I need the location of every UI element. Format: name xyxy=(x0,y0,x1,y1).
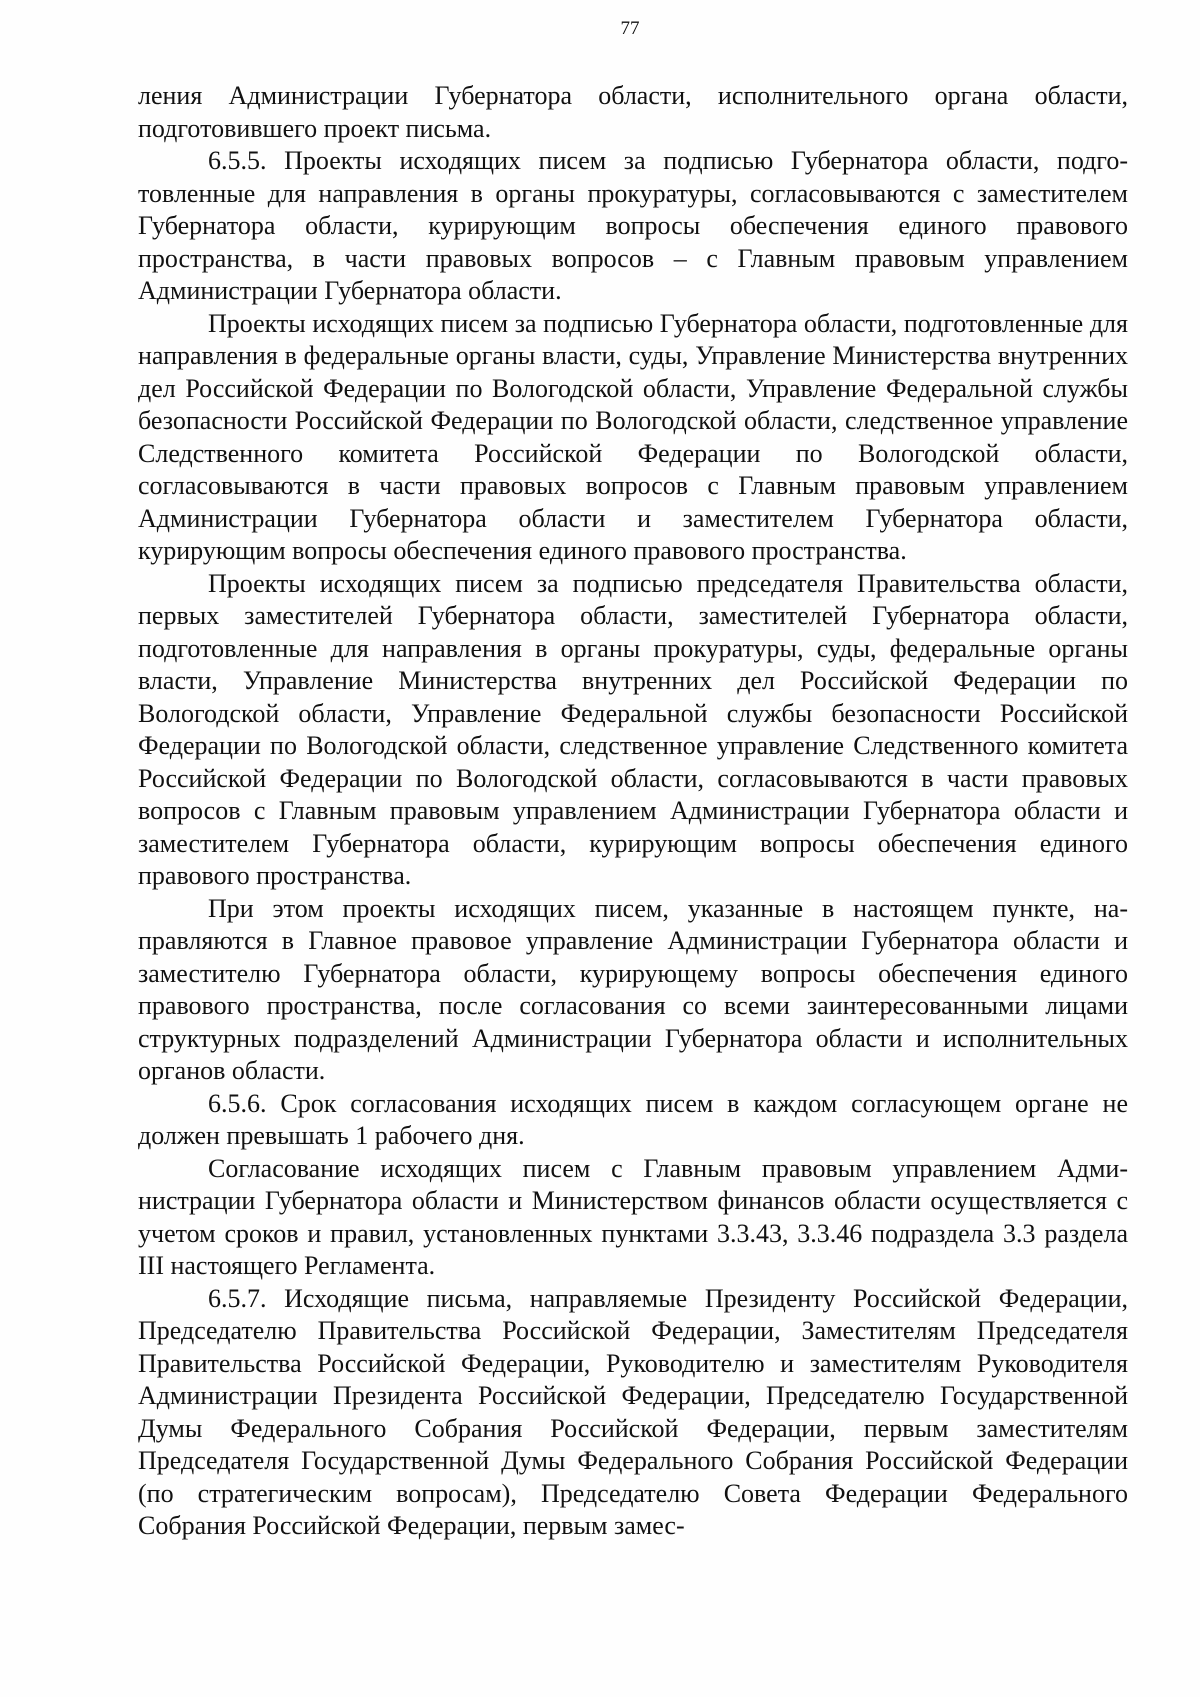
document-body xyxy=(138,80,1128,1543)
paragraph-forwarding: При этом проекты исходящих писем, указанные в настоящем пункте, направляются в Главное правовое управление Администрации Губернатора области и заместителю Губернатора области, курирующему вопросы обеспечения единого правового пространства, после согласования со всеми заинтересованными лицами структурных подразделений Администрации Губернатора области и исполнительных органов области. xyxy=(138,893,1128,1085)
paragraph-continuation: ления Администрации Губернатора области, исполнительного органа области, подготовившего проект письма. xyxy=(138,81,1128,143)
paragraph-6-5-5: 6.5.5. Проекты исходящих писем за подписью Губернатора области, подготовленные для направления в органы прокуратуры, согласовываются с заместителем Губернатора области, курирующим вопросы обеспечения единого правового пространства, в части правовых вопросов – с Главным правовым управлением Администрации Губернатора области. xyxy=(138,146,1128,305)
page-number: 77 xyxy=(620,18,640,39)
paragraph-6-5-6: 6.5.6. Срок согласования исходящих писем в каждом согласующем органе не должен превышать 1 рабочего дня. xyxy=(138,1088,1128,1150)
paragraph-6-5-7: 6.5.7. Исходящие письма, направляемые Президенту Российской Федерации, Председателю Правительства Российской Федерации, Заместителям Председателя Правительства Российской Федерации, Руководителю и заместителям Руководителя Администрации Президента Российской Федерации, Председателю Государственной Думы Федерального Собрания Российской Федерации, первым заместителям Председателя Государственной Думы Федерального Собрания Российской Федерации (по стратегическим вопросам), Председателю Совета Федерации Федерального Собрания Российской Федерации, первым замес- xyxy=(138,1283,1128,1540)
paragraph-approval-terms: Согласование исходящих писем с Главным правовым управлением Администрации Губернатора области и Министерством финансов области осуществляется с учетом сроков и правил, установленных пунктами 3.3.43, 3.3.46 подраздела 3.3 раздела III настоящего Регламента. xyxy=(138,1153,1128,1280)
paragraph-chairman-letters: Проекты исходящих писем за подписью председателя Правительства области, первых заместителей Губернатора области, заместителей Губернатора области, подготовленные для направления в органы прокуратуры, суды, федеральные органы власти, Управление Министерства внутренних дел Российской Федерации по Вологодской области, Управление Федеральной службы безопасности Российской Федерации по Вологодской области, следственное управление Следственного комитета Российской Федерации по Вологодской области, согласовываются в части правовых вопросов с Главным правовым управлением Администрации Губернатора области и заместителем Губернатора области, курирующим вопросы обеспечения единого правового пространства. xyxy=(138,568,1128,890)
scan-artifact xyxy=(1122,1687,1182,1693)
paragraph-federal-bodies: Проекты исходящих писем за подписью Губернатора области, подготовленные для направления в федеральные органы власти, суды, Управление Министерства внутренних дел Российской Федерации по Вологодской области, Управление Федеральной службы безопасности Российской Федерации по Вологодской области, следственное управление Следственного комитета Российской Федерации по Вологодской области, согласовываются в части правовых вопросов с Главным правовым управлением Администрации Губернатора области и заместителем Губернатора области, курирующим вопросы обеспечения единого правового пространства. xyxy=(138,308,1128,565)
